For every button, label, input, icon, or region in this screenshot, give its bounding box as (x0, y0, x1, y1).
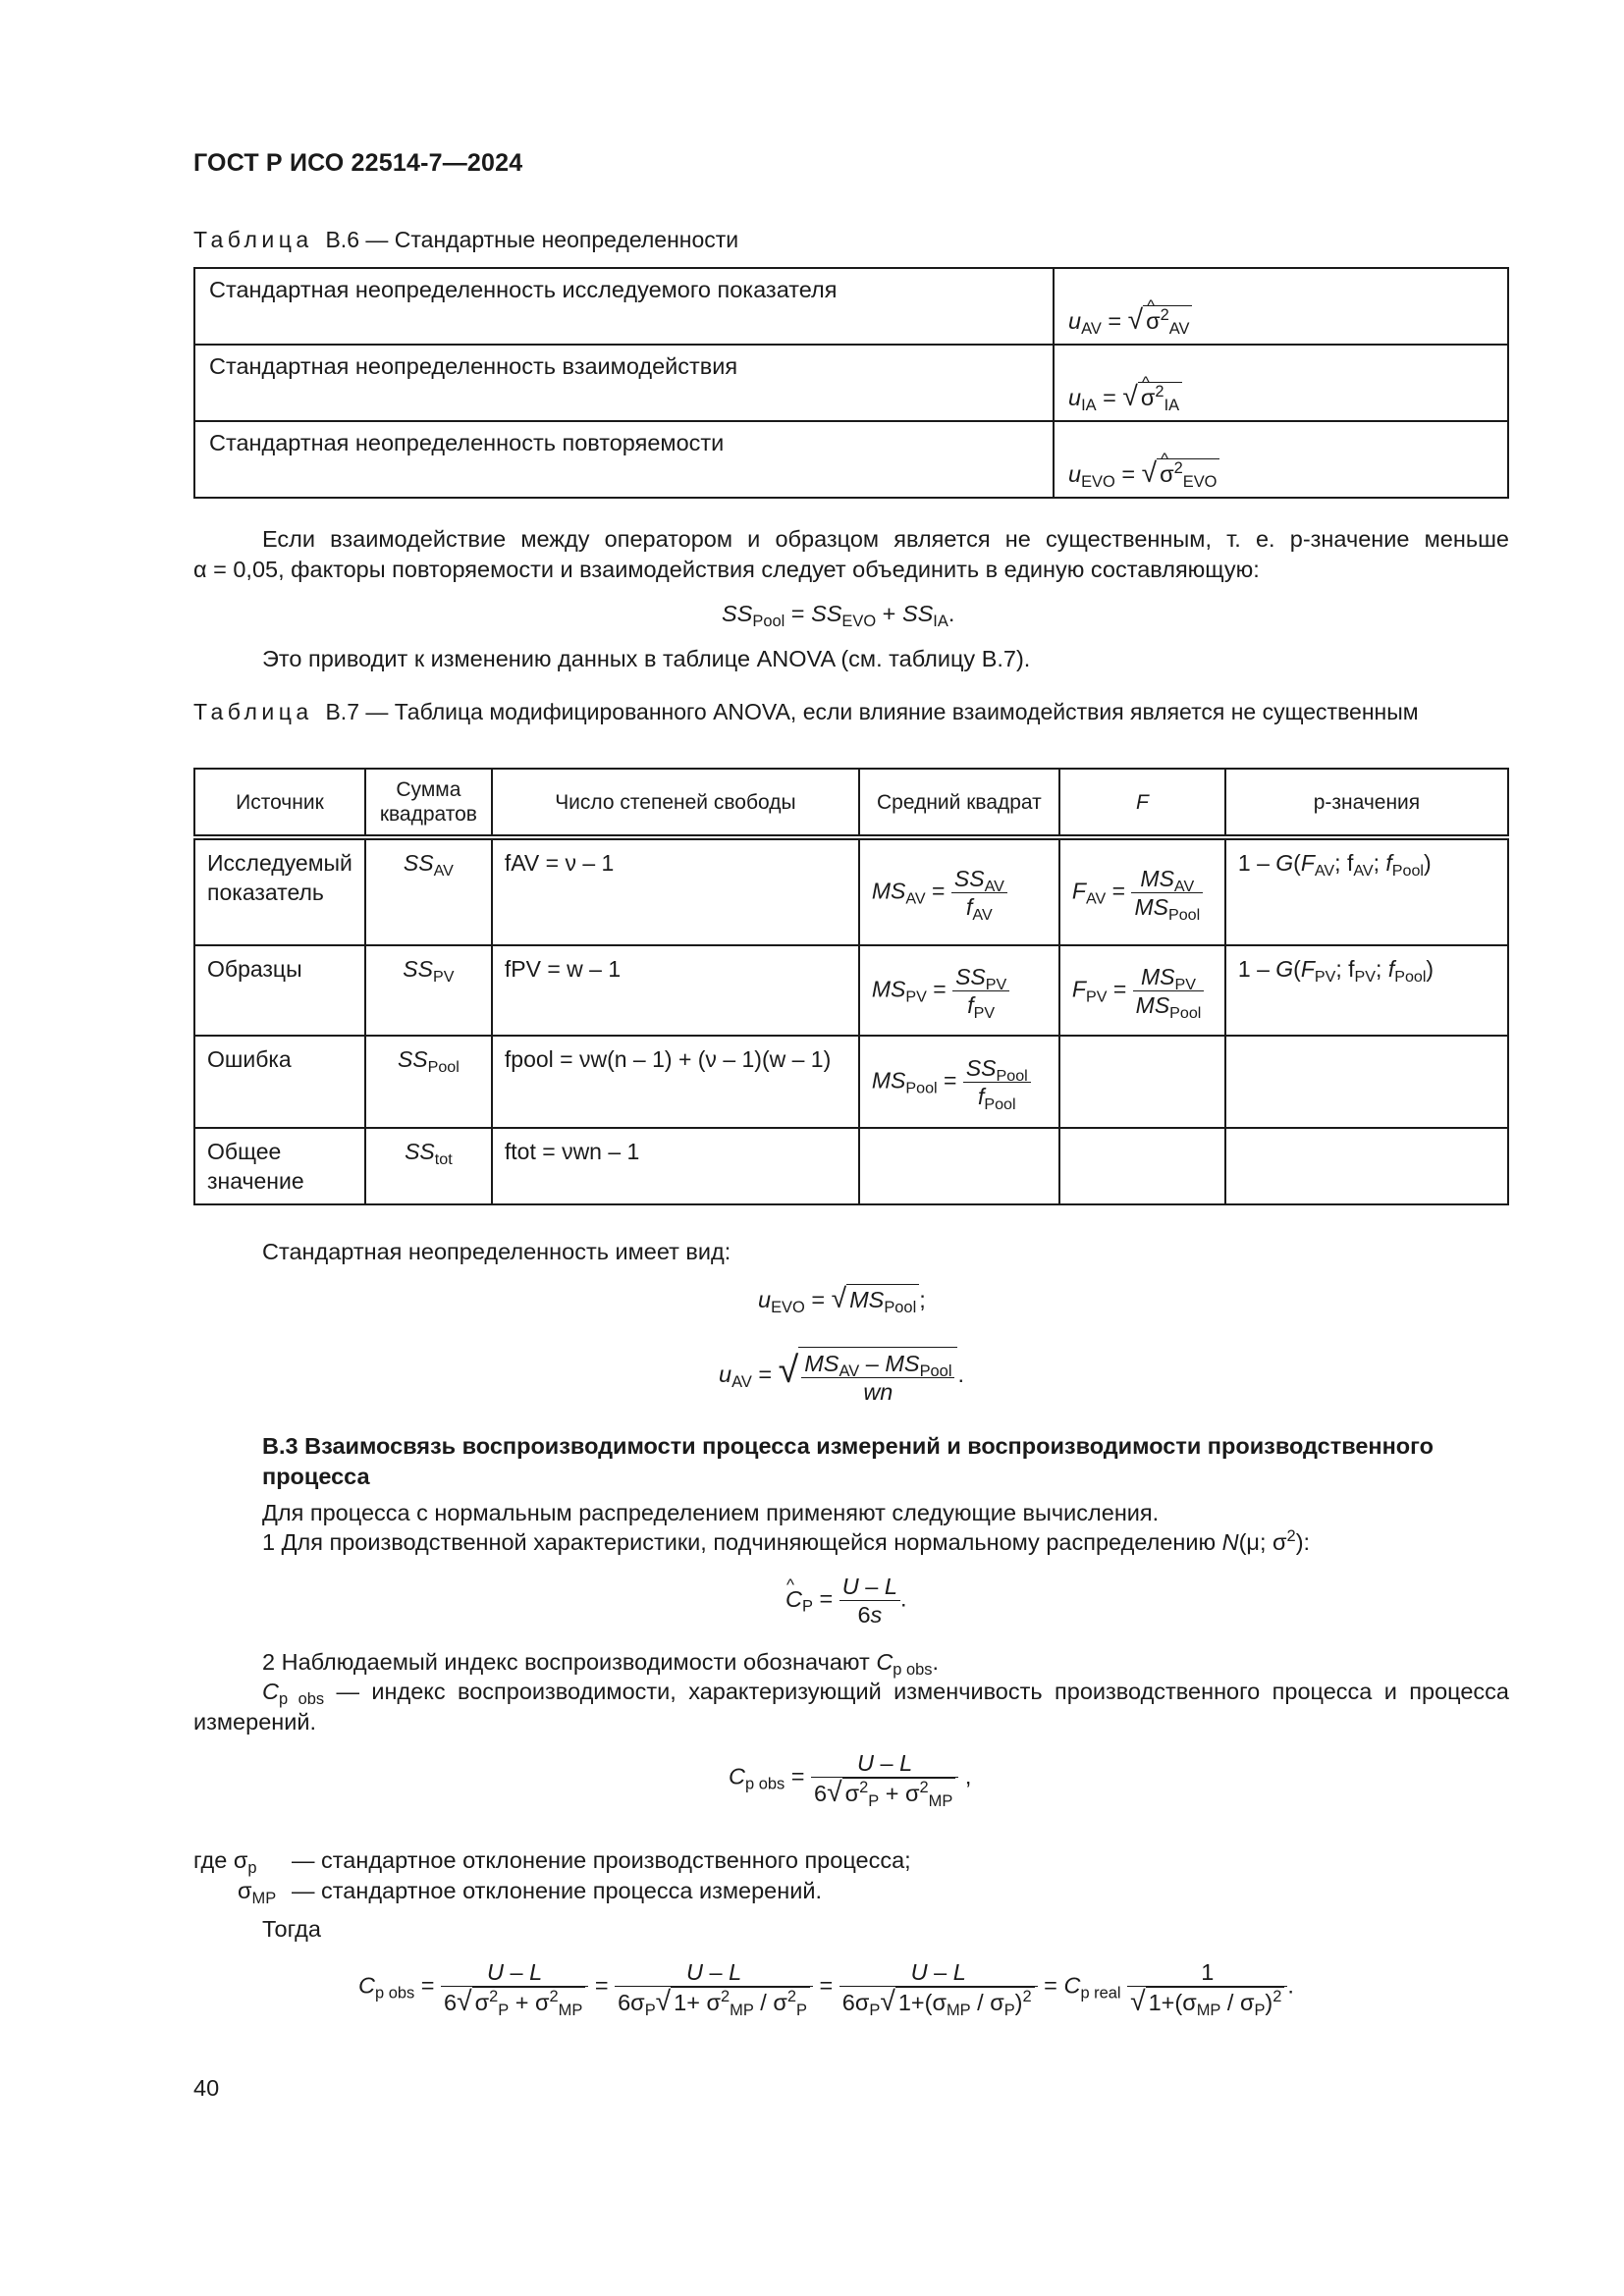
source-cell: Образцы (194, 945, 365, 1036)
table-cell (194, 421, 1054, 498)
table-b7-caption-label: Таблица (193, 699, 313, 724)
column-header: F (1059, 769, 1225, 837)
definition-text: — стандартное отклонение процесса измерений. (292, 1878, 822, 1903)
table-b6-caption-label: Таблица (193, 227, 313, 252)
ss-subscript: AV (433, 862, 454, 880)
ms-cell: $MS_{Pool}$ = $\frac{SS_{Pool}}{f_{Pool}}$ (859, 1036, 1059, 1128)
paragraph-cp-obs-text: — индекс воспроизводимости, характеризующий изменчивость производственного процесса и процесса измерений. (193, 1679, 1509, 1735)
formula-symbol: u (1068, 385, 1082, 410)
formula-ss-pool: $SS_{Pool} = SS_{EVO} + SS_{IA}$. (722, 601, 955, 630)
paragraph-anova-ref: Это приводит к изменению данных в таблице ANOVA (см. таблицу В.7). (262, 646, 1031, 671)
ss-cell: $SS_{Pool}$ (365, 1036, 492, 1128)
table-b7-caption (193, 697, 1509, 726)
formula-subscript: EVO (1081, 473, 1115, 491)
radical-icon: √ (778, 1349, 799, 1391)
list-item (193, 1845, 911, 1876)
table-b7 (193, 768, 1509, 1205)
radical-icon: √ (1122, 380, 1138, 411)
ss-cell: $SS_{AV}$ (365, 837, 492, 945)
p-value-cell: $1 - G(F_{AV}$; $f_{AV}$; $f_{Pool}$) (1225, 837, 1508, 945)
source-cell: Общее значение (194, 1128, 365, 1204)
formula-symbol: u (1068, 308, 1082, 334)
paragraph-normal-dist: Для процесса с нормальным распределением применяют следующие вычисления. (262, 1500, 1160, 1525)
paragraph-item-1: 1 Для производственной характеристики, подчиняющейся нормальному распределению N(μ; $\sigma^2$): (262, 1527, 1311, 1555)
row-label: Стандартная неопределенность повторяемости (209, 430, 725, 455)
table-cell (194, 345, 1054, 421)
paragraph-cp-obs-def: $C_{p obs}$ — индекс воспроизводимости, характеризующий изменчивость производственного процесса и процесса измерений. (193, 1679, 1509, 1735)
f-cell (1059, 1036, 1225, 1128)
definition-term: где $\sigma_p$ (193, 1847, 257, 1877)
table-row (194, 945, 1508, 1036)
table-row (194, 837, 1508, 945)
formula-u-av: $u_{AV}$ = √ $\frac{MS_{AV} - MS_{Pool}}{wn}$ . (719, 1347, 964, 1406)
df-cell: fAV = ν – 1 (492, 837, 859, 945)
paragraph-line: Если взаимодействие между оператором и образцом является не существенным, т. е. р-значение меньше (262, 526, 1509, 552)
definition-term: $\sigma_{MP}$ (238, 1878, 277, 1907)
formula-cell: $u_{AV}$ = √^ $\sigma^2_{AV}$ (1054, 268, 1508, 345)
column-header: Средний квадрат (859, 769, 1059, 837)
formula-cp-hat: ^ $C_P$ = $\frac{U - L}{6s}$ . (785, 1573, 906, 1629)
ss-cell: $SS_{PV}$ (365, 945, 492, 1036)
table-header-row (194, 769, 1508, 837)
table-b6-caption (193, 225, 1509, 254)
ms-cell (859, 1128, 1059, 1204)
table-b7-caption-text: В.7 — Таблица модифицированного ANOVA, если влияние взаимодействия является не существенным (325, 699, 1419, 724)
page-number: 40 (193, 2075, 220, 2101)
p-value-cell (1225, 1036, 1508, 1128)
formula-subscript: AV (1081, 320, 1102, 338)
ms-cell: $MS_{AV}$ = $\frac{SS_{AV}}{f_{AV}}$ (859, 837, 1059, 945)
source-cell: Исследуемый показатель (194, 837, 365, 945)
table-row (194, 345, 1508, 421)
radical-icon: √ (831, 1282, 847, 1313)
table-cell (194, 268, 1054, 345)
paragraph-pooling (193, 524, 1509, 585)
df-cell: ftot = νwn – 1 (492, 1128, 859, 1204)
table-row (194, 1036, 1508, 1128)
formula-symbol: u (1068, 461, 1082, 487)
df-cell: fpool = νw(n – 1) + (ν – 1)(w – 1) (492, 1036, 859, 1128)
table-row (194, 421, 1508, 498)
p-value-cell: $1 - G(F_{PV}$; $f_{PV}$; $f_{Pool}$) (1225, 945, 1508, 1036)
radical-icon: √ (1141, 456, 1158, 488)
ss-subscript: Pool (427, 1058, 460, 1076)
paragraph-std-uncertainty: Стандартная неопределенность имеет вид: (262, 1239, 731, 1264)
ss-cell: $SS_{tot}$ (365, 1128, 492, 1204)
document-header: ГОСТ Р ИСО 22514-7—2024 (193, 149, 523, 177)
list-item (193, 1876, 911, 1906)
where-word: где (193, 1847, 228, 1873)
paragraph-line: α = 0,05, факторы повторяемости и взаимодействия следует объединить в единую составляющую: (193, 557, 1260, 582)
ms-cell: $MS_{PV}$ = $\frac{SS_{PV}}{f_{PV}}$ (859, 945, 1059, 1036)
section-b3-title: В.3 Взаимосвязь воспроизводимости процесса измерений и воспроизводимости производственного процесса (262, 1433, 1434, 1489)
p-value-cell (1225, 1128, 1508, 1204)
column-header: р-значения (1225, 769, 1508, 837)
ss-subscript: PV (432, 968, 455, 986)
definition-text: — стандартное отклонение производственного процесса; (292, 1847, 911, 1873)
formula-u-evo: $u_{EVO}$ = √ $MS_{Pool}$ ; (758, 1282, 926, 1316)
row-label: Стандартная неопределенность взаимодействия (209, 353, 738, 379)
f-cell (1059, 1128, 1225, 1204)
formula-cp-chain: $C_{p obs}$ = $\frac{U - L}{6√ \sigma^2_P + \sigma^2_{MP}}$ = $\frac{U - L}{6\sigma_P√ 1+ \sigma^2_{MP} / \sigma^2_P}$ = $\frac{U - L}{6\sigma_P√ 1+(\sigma_{MP} / \sigma_P)^2}$ = $C_{p real}$ $\frac{1}{√ 1+(\sigma_{MP} / \sigma_P)^2}$ . (358, 1959, 1294, 2019)
table-row (194, 1128, 1508, 1204)
formula-subscript: IA (1081, 397, 1097, 414)
definitions-list (193, 1845, 911, 1906)
paragraph-item-2-text: 2 Наблюдаемый индекс воспроизводимости обозначают (262, 1649, 870, 1675)
column-header: Сумма квадратов (365, 769, 492, 837)
column-header: Число степеней свободы (492, 769, 859, 837)
radical-icon: √ (1127, 303, 1144, 335)
paragraph-item-2: 2 Наблюдаемый индекс воспроизводимости обозначают $C_{p obs}$. (262, 1649, 940, 1679)
formula-cell: $u_{IA}$ = √^ $\sigma^2_{IA}$ (1054, 345, 1508, 421)
table-b6-caption-text: В.6 — Стандартные неопределенности (325, 227, 739, 252)
table-row (194, 268, 1508, 345)
f-cell: $F_{AV}$ = $\frac{MS_{AV}}{MS_{Pool}}$ (1059, 837, 1225, 945)
paragraph-item-1-text: 1 Для производственной характеристики, подчиняющейся нормальному распределению (262, 1529, 1217, 1555)
formula-cp-obs: $C_{p obs}$ = $\frac{U - L}{6√ \sigma^2_P + \sigma^2_{MP}}$ , (729, 1750, 972, 1810)
table-b6 (193, 267, 1509, 499)
f-cell: $F_{PV}$ = $\frac{MS_{PV}}{MS_{Pool}}$ (1059, 945, 1225, 1036)
source-cell: Ошибка (194, 1036, 365, 1128)
then-word: Тогда (262, 1916, 321, 1942)
column-header: Источник (194, 769, 365, 837)
formula-cell: $u_{EVO}$ = √^ $\sigma^2_{EVO}$ (1054, 421, 1508, 498)
row-label: Стандартная неопределенность исследуемого показателя (209, 277, 838, 302)
ss-subscript: tot (434, 1150, 453, 1168)
df-cell: fPV = w – 1 (492, 945, 859, 1036)
